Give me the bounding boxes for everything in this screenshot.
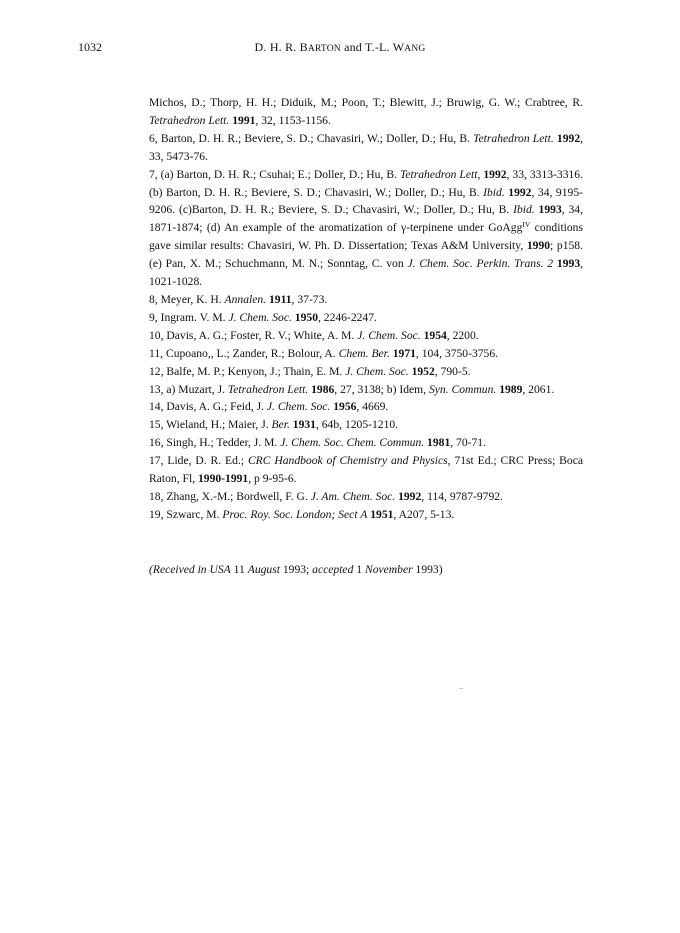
- reference-text: [149, 309, 583, 327]
- author-barton-smallcaps: ARTON: [307, 44, 341, 54]
- received-day: 11: [230, 563, 248, 576]
- reference-text: [149, 416, 583, 434]
- reference-segment: , 790-5.: [434, 364, 471, 378]
- author-wang: and T.-L. W: [340, 40, 405, 54]
- received-note: [149, 563, 443, 576]
- year: 1954: [423, 328, 447, 342]
- year: 1990: [526, 239, 551, 253]
- reference-item: [149, 452, 583, 488]
- journal-title: Proc. Roy. Soc. London; Sect A: [222, 507, 368, 521]
- running-head: [0, 40, 680, 55]
- journal-title: J. Chem. Soc. Chem. Commun.: [280, 436, 425, 450]
- reference-segment: 14, Davis, A. G.; Feid, J.: [149, 400, 267, 414]
- journal-title: Ber.: [271, 418, 290, 432]
- year: 1951: [370, 507, 394, 521]
- reference-segment: 17, Lide, D. R. Ed.;: [149, 454, 248, 468]
- year: 1992: [483, 167, 507, 181]
- year: 1981: [427, 436, 451, 450]
- journal-title: J. Chem. Soc.: [266, 400, 331, 414]
- journal-title: Ibid.: [513, 203, 535, 217]
- journal-title: J. Chem. Soc. Perkin. Trans. 2: [407, 257, 554, 271]
- year: 1993: [556, 257, 581, 271]
- reference-segment: , 114, 9787-9792.: [421, 489, 503, 503]
- reference-segment: , 37-73.: [291, 292, 328, 306]
- reference-text: [149, 130, 583, 166]
- reference-text: [149, 488, 583, 506]
- reference-text: [149, 345, 583, 363]
- reference-segment: , 34, 1871-1874; (d) An example of the aromatization of γ-terpinene under GoAgg: [149, 203, 583, 235]
- journal-title: J. Chem. Soc.: [228, 310, 292, 324]
- reference-segment: , 2246-2247.: [317, 310, 377, 324]
- reference-item: [149, 398, 583, 416]
- year: 1992: [508, 185, 532, 199]
- received-month: August: [247, 563, 280, 576]
- journal-title: Ibid.: [483, 185, 505, 199]
- reference-segment: , 34, 9195-9206. (c)Barton, D. H. R.; Beviere, S. D.; Chavasiri, W.; Doller, D.; Hu, B.: [149, 185, 583, 217]
- reference-text: [149, 434, 583, 452]
- reference-item: [149, 416, 583, 434]
- reference-text: [149, 363, 583, 381]
- year: 1956: [333, 400, 357, 414]
- reference-item: [149, 166, 583, 291]
- reference-segment: , 4669.: [356, 400, 389, 414]
- reference-text: [149, 291, 583, 309]
- journal-title: Tetrahedron Lett.: [227, 382, 309, 396]
- reference-text: [149, 327, 583, 345]
- journal-title: Tetrahedron Lett.: [473, 131, 554, 145]
- year: 1950: [294, 310, 318, 324]
- journal-title: Syn. Commun.: [428, 382, 497, 396]
- author-wang-smallcaps: ANG: [404, 44, 426, 54]
- superscript: IV: [522, 220, 531, 230]
- reference-item: [149, 434, 583, 452]
- reference-segment: 9, Ingram. V. M.: [149, 310, 229, 324]
- year: 1992: [398, 489, 422, 503]
- reference-segment: , 2061.: [522, 382, 555, 396]
- reference-segment: , 33, 3313-3316. (b) Barton, D. H. R.; Beviere, S. D.; Chavasiri, W.; Doller, D.; Hu, B.: [149, 167, 584, 199]
- reference-segment: , 64b, 1205-1210.: [315, 418, 399, 432]
- reference-text: [149, 166, 583, 291]
- accepted-day: 1: [353, 563, 365, 576]
- reference-segment: 15, Wieland, H.; Maier, J.: [149, 418, 272, 432]
- reference-item: [149, 291, 583, 309]
- year: 1989: [499, 382, 523, 396]
- received-year: 1993;: [279, 563, 313, 576]
- reference-list: [149, 94, 583, 524]
- reference-item: [149, 506, 583, 524]
- reference-segment: , 104, 3750-3756.: [415, 346, 499, 360]
- reference-segment: , 33, 5473-76.: [149, 131, 584, 163]
- reference-text: [149, 506, 583, 524]
- reference-segment: 12, Balfe, M. P.; Kenyon, J.; Thain, E. M.: [149, 364, 346, 378]
- reference-item: [149, 309, 583, 327]
- reference-segment: 8, Meyer, K. H.: [149, 292, 225, 306]
- reference-segment: conditions gave similar results: Chavasiri, W. Ph. D. Dissertation; Texas A&M University,: [149, 221, 583, 253]
- reference-segment: , 71st Ed.; CRC Press; Boca Raton, Fl,: [149, 454, 584, 486]
- page-number: 1032: [78, 40, 102, 54]
- reference-segment: 11, Cupoano,, L.; Zander, R.; Bolour, A.: [149, 346, 339, 360]
- journal-title: Tetrahedron Lett,: [399, 167, 481, 181]
- reference-item: [149, 363, 583, 381]
- reference-item: [149, 381, 583, 399]
- journal-title: J. Chem. Soc.: [345, 364, 409, 378]
- year: 1986: [311, 382, 335, 396]
- year: 1990-1991: [197, 472, 249, 486]
- year: 1971: [392, 346, 416, 360]
- reference-segment: , A207, 5-13.: [393, 507, 455, 521]
- reference-segment: 6, Barton, D. H. R.; Beviere, S. D.; Chavasiri, W.; Doller, D.; Hu, B.: [149, 131, 474, 145]
- reference-segment: 13, a) Muzart, J.: [149, 382, 228, 396]
- reference-text: [149, 94, 583, 130]
- reference-segment: Michos, D.; Thorp, H. H.; Diduik, M.; Poon, T.; Blewitt, J.; Bruwig, G. W.; Crabtree, R.: [149, 96, 583, 109]
- accepted-year: 1993): [412, 563, 443, 576]
- journal-title: CRC Handbook of Chemistry and Physics: [247, 454, 448, 468]
- reference-segment: , 2200.: [446, 328, 479, 342]
- reference-text: [149, 381, 583, 399]
- journal-title: Tetrahedron Lett.: [149, 113, 230, 127]
- reference-item: [149, 94, 583, 130]
- year: 1992: [556, 131, 581, 145]
- journal-title: J. Chem. Soc.: [357, 328, 421, 342]
- journal-title: Chem. Ber.: [338, 346, 390, 360]
- year: 1993: [538, 203, 562, 217]
- year: 1991: [232, 113, 256, 127]
- accepted-month: November: [364, 563, 413, 576]
- received-label: (Received in USA: [149, 563, 231, 576]
- reference-item: [149, 345, 583, 363]
- reference-segment: , 70-71.: [450, 436, 486, 450]
- reference-segment: 16, Singh, H.; Tedder, J. M.: [149, 436, 281, 450]
- reference-item: [149, 488, 583, 506]
- accepted-label: accepted: [312, 563, 354, 576]
- reference-segment: 7, (a) Barton, D. H. R.; Csuhai; E.; Doller, D.; Hu, B.: [149, 167, 400, 181]
- reference-segment: , p 9-95-6.: [248, 472, 297, 486]
- journal-title: Annalen.: [224, 292, 267, 306]
- reference-segment: , 27, 3138; b) Idem,: [334, 382, 429, 396]
- reference-text: [149, 398, 583, 416]
- reference-segment: 18, Zhang, X.-M.; Bordwell, F. G.: [149, 489, 311, 503]
- reference-segment: , 32, 1153-1156.: [255, 113, 331, 127]
- reference-segment: 19, Szwarc, M.: [149, 507, 223, 521]
- journal-title: J. Am. Chem. Soc.: [310, 489, 396, 503]
- year: 1952: [411, 364, 435, 378]
- reference-segment: , 1021-1028.: [149, 257, 584, 289]
- author-barton: D. H. R. B: [254, 40, 308, 54]
- reference-segment: ; p158. (e) Pan, X. M.; Schuchmann, M. N.; Sonntag, C. von: [149, 239, 583, 271]
- reference-segment: 10, Davis, A. G.; Foster, R. V.; White, A. M.: [149, 328, 358, 342]
- reference-item: [149, 130, 583, 166]
- year: 1911: [268, 292, 292, 306]
- year: 1931: [292, 418, 316, 432]
- reference-text: [149, 452, 583, 488]
- reference-item: [149, 327, 583, 345]
- scan-speck: [459, 688, 463, 689]
